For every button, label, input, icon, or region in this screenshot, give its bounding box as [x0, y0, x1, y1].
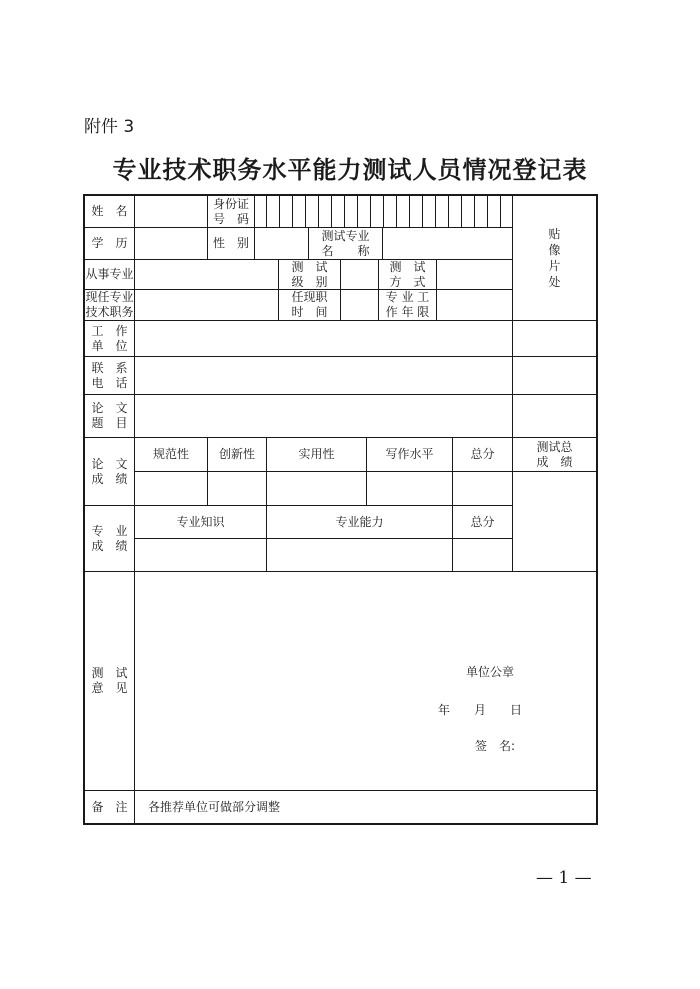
input-practical-score[interactable]	[267, 472, 366, 505]
id-digit-box-line	[279, 194, 280, 228]
input-test-major[interactable]	[383, 228, 512, 259]
input-phone[interactable]	[135, 357, 596, 394]
header-prof-total: 总分	[470, 514, 495, 529]
id-digit-box-line	[305, 194, 306, 228]
label-thesis-title: 论 文 题 目	[91, 401, 128, 430]
id-digit-box-line	[500, 194, 501, 228]
header-prof-ability: 专业能力	[335, 514, 384, 529]
input-current-title[interactable]	[135, 290, 278, 320]
input-standard-score[interactable]	[135, 472, 207, 505]
label-term: 任现职 时 间	[291, 290, 328, 319]
page-number: — 1 —	[536, 868, 592, 888]
id-digit-box-line	[370, 194, 371, 228]
id-digit-box-line	[474, 194, 475, 228]
id-digit-box-line	[292, 194, 293, 228]
id-digit-box-line	[357, 194, 358, 228]
label-current-title: 现任专业 技术职务	[85, 290, 134, 319]
id-digit-box-line	[344, 194, 345, 228]
label-id-number: 身份证 号 码	[212, 196, 249, 226]
date-label: 年 月 日	[437, 702, 522, 717]
label-phone: 联 系 电 话	[91, 360, 128, 390]
label-work-years: 专 业 工 作 年 限	[385, 290, 430, 319]
input-opinion[interactable]	[135, 572, 596, 790]
input-test-total[interactable]	[513, 472, 596, 571]
label-photo: 贴 像 片 处	[548, 227, 561, 289]
id-digit-box-line	[383, 194, 384, 228]
header-practical: 实用性	[298, 447, 335, 461]
label-education: 学 历	[91, 236, 128, 250]
unit-seal-label: 单位公章	[465, 664, 514, 679]
header-writing: 写作水平	[385, 447, 434, 461]
id-digit-box-line	[409, 194, 410, 228]
header-innovation: 创新性	[218, 447, 255, 461]
label-test-major: 测试专业 名 称	[321, 228, 370, 258]
input-thesis-title[interactable]	[135, 395, 596, 437]
input-test-method[interactable]	[437, 260, 512, 289]
id-digit-box-line	[435, 194, 436, 228]
input-major[interactable]	[135, 260, 278, 289]
label-test-total: 测试总 成 绩	[536, 439, 573, 469]
header-standard: 规范性	[152, 447, 189, 461]
input-name[interactable]	[135, 196, 207, 227]
input-writing-score[interactable]	[367, 472, 452, 505]
input-work-unit[interactable]	[135, 321, 596, 356]
id-digit-box-line	[266, 194, 267, 228]
id-digit-box-line	[422, 194, 423, 228]
label-remark: 备 注	[91, 799, 128, 814]
input-prof-total[interactable]	[453, 539, 512, 571]
id-digit-box-line	[448, 194, 449, 228]
table-border-right	[596, 194, 598, 825]
input-education[interactable]	[135, 228, 207, 259]
table-border-bottom	[83, 823, 598, 825]
header-prof-knowledge: 专业知识	[176, 514, 225, 529]
input-prof-knowledge[interactable]	[135, 539, 266, 571]
label-name: 姓 名	[91, 204, 128, 218]
id-digit-box-line	[461, 194, 462, 228]
input-thesis-total[interactable]	[453, 472, 512, 505]
attachment-label: 附件 3	[84, 117, 135, 137]
input-innovation-score[interactable]	[208, 472, 266, 505]
input-gender[interactable]	[255, 228, 308, 259]
label-test-method: 测 试 方 式	[389, 259, 426, 289]
label-major: 从事专业	[85, 267, 134, 281]
signature-label: 签 名:	[474, 738, 516, 753]
form-title: 专业技术职务水平能力测试人员情况登记表	[112, 156, 588, 184]
input-prof-ability[interactable]	[267, 539, 452, 571]
id-digit-box-line	[318, 194, 319, 228]
id-digit-box-line	[331, 194, 332, 228]
label-test-level: 测 试 级 别	[291, 259, 328, 289]
label-work-unit: 工 作 单 位	[91, 323, 128, 353]
label-thesis-score: 论 文 成 绩	[91, 456, 128, 486]
input-term[interactable]	[341, 290, 378, 320]
header-thesis-total: 总分	[470, 447, 495, 461]
input-test-level[interactable]	[341, 260, 378, 289]
label-opinion: 测 试 意 见	[91, 666, 128, 695]
input-work-years[interactable]	[437, 290, 512, 320]
id-digit-box-line	[396, 194, 397, 228]
label-gender: 性 别	[212, 236, 249, 250]
remark-text: 各推荐单位可做部分调整	[148, 799, 281, 814]
label-prof-score: 专 业 成 绩	[91, 523, 128, 553]
id-digit-box-line	[487, 194, 488, 228]
